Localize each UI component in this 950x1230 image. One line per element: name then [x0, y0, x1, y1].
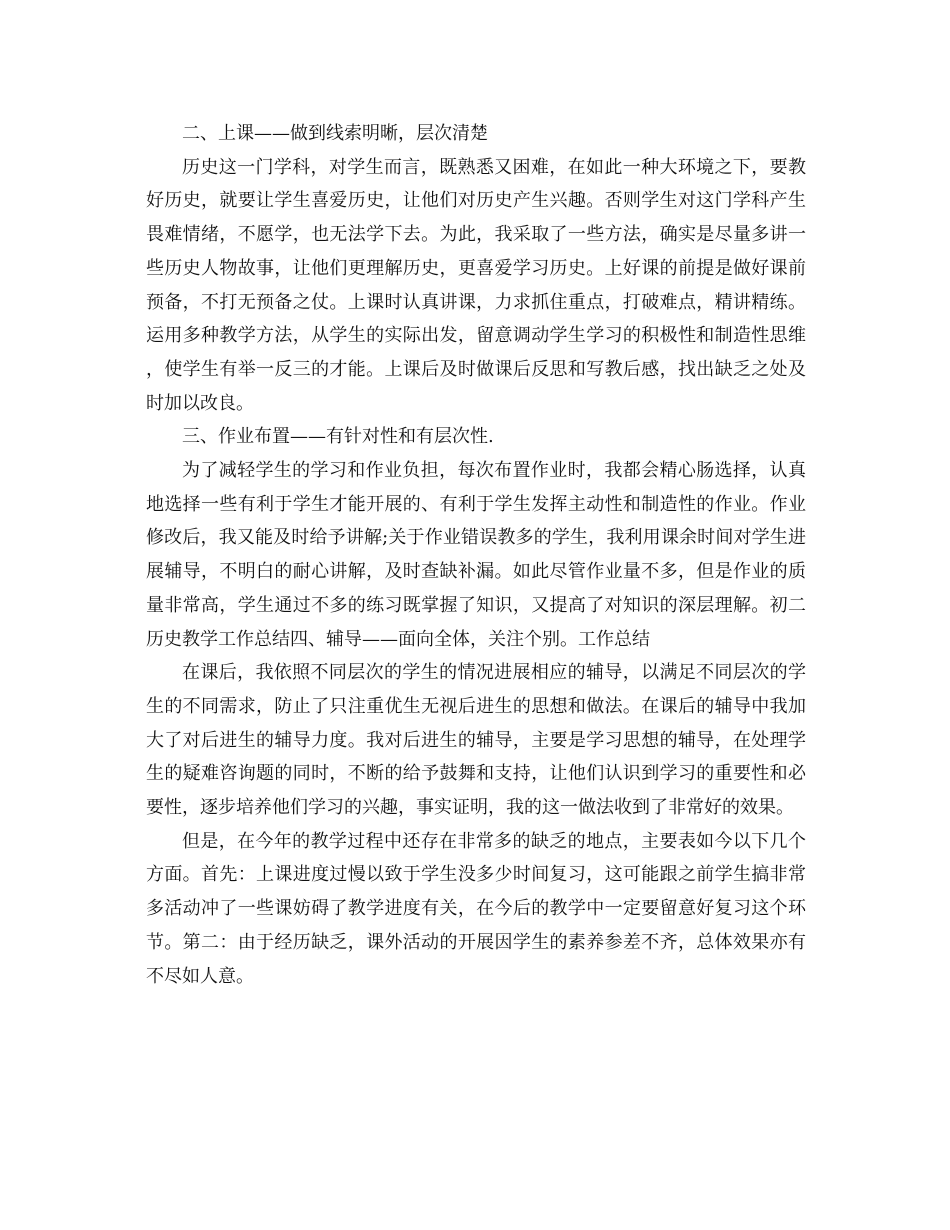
paragraph-shortcomings: 但是，在今年的教学过程中还存在非常多的缺乏的地点，主要表如今以下几个方面。首先：上课进度过慢以致于学生没多少时间复习，这可能跟之前学生搞非常多活动冲了一些课妨碍了教学进度有关，在今后的教学中一定要留意好复习这个环节。第二：由于经历缺乏，课外活动的开展因学生的素养参差不齐，总体效果亦有不尽如人意。 [146, 830, 806, 987]
section-heading-homework: 三、作业布置——有针对性和有层次性. [182, 426, 494, 448]
paragraph-class-teaching: 历史这一门学科，对学生而言，既熟悉又困难，在如此一种大环境之下，要教好历史，就要让学生喜爱历史，让他们对历史产生兴趣。否则学生对这门学科产生畏难情绪，不愿学，也无法学下去。为此，我采取了一些方法，确实是尽量多讲一些历史人物故事，让他们更理解历史，更喜爱学习历史。上好课的前提是做好课前预备，不打无预备之仗。上课时认真讲课，力求抓住重点，打破难点，精讲精练。运用多种教学方法，从学生的实际出发，留意调动学生学习的积极性和制造性思维，使学生有举一反三的才能。上课后及时做课后反思和写教后感，找出缺乏之处及时加以改良。 [146, 156, 806, 414]
paragraph-homework: 为了减轻学生的学习和作业负担，每次布置作业时，我都会精心肠选择，认真地选择一些有利于学生才能开展的、有利于学生发挥主动性和制造性的作业。作业修改后，我又能及时给予讲解;关于作业错误教多的学生，我利用课余时间对学生进展辅导，不明白的耐心讲解，及时查缺补漏。如此尽管作业量不多，但是作业的质量非常高，学生通过不多的练习既掌握了知识，又提高了对知识的深层理解。初二历史教学工作总结四、辅导——面向全体，关注个别。工作总结 [146, 460, 806, 650]
document-body [146, 117, 806, 993]
paragraph-tutoring: 在课后，我依照不同层次的学生的情况进展相应的辅导，以满足不同层次的学生的不同需求，防止了只注重优生无视后进生的思想和做法。在课后的辅导中我加大了对后进生的辅导力度。我对后进生的辅导，主要是学习思想的辅导，在处理学生的疑难咨询题的同时，不断的给予鼓舞和支持，让他们认识到学习的重要性和必要性，逐步培养他们学习的兴趣，事实证明，我的这一做法收到了非常好的效果。 [146, 662, 806, 819]
section-heading-class: 二、上课——做到线索明晰，层次清楚 [182, 123, 488, 144]
